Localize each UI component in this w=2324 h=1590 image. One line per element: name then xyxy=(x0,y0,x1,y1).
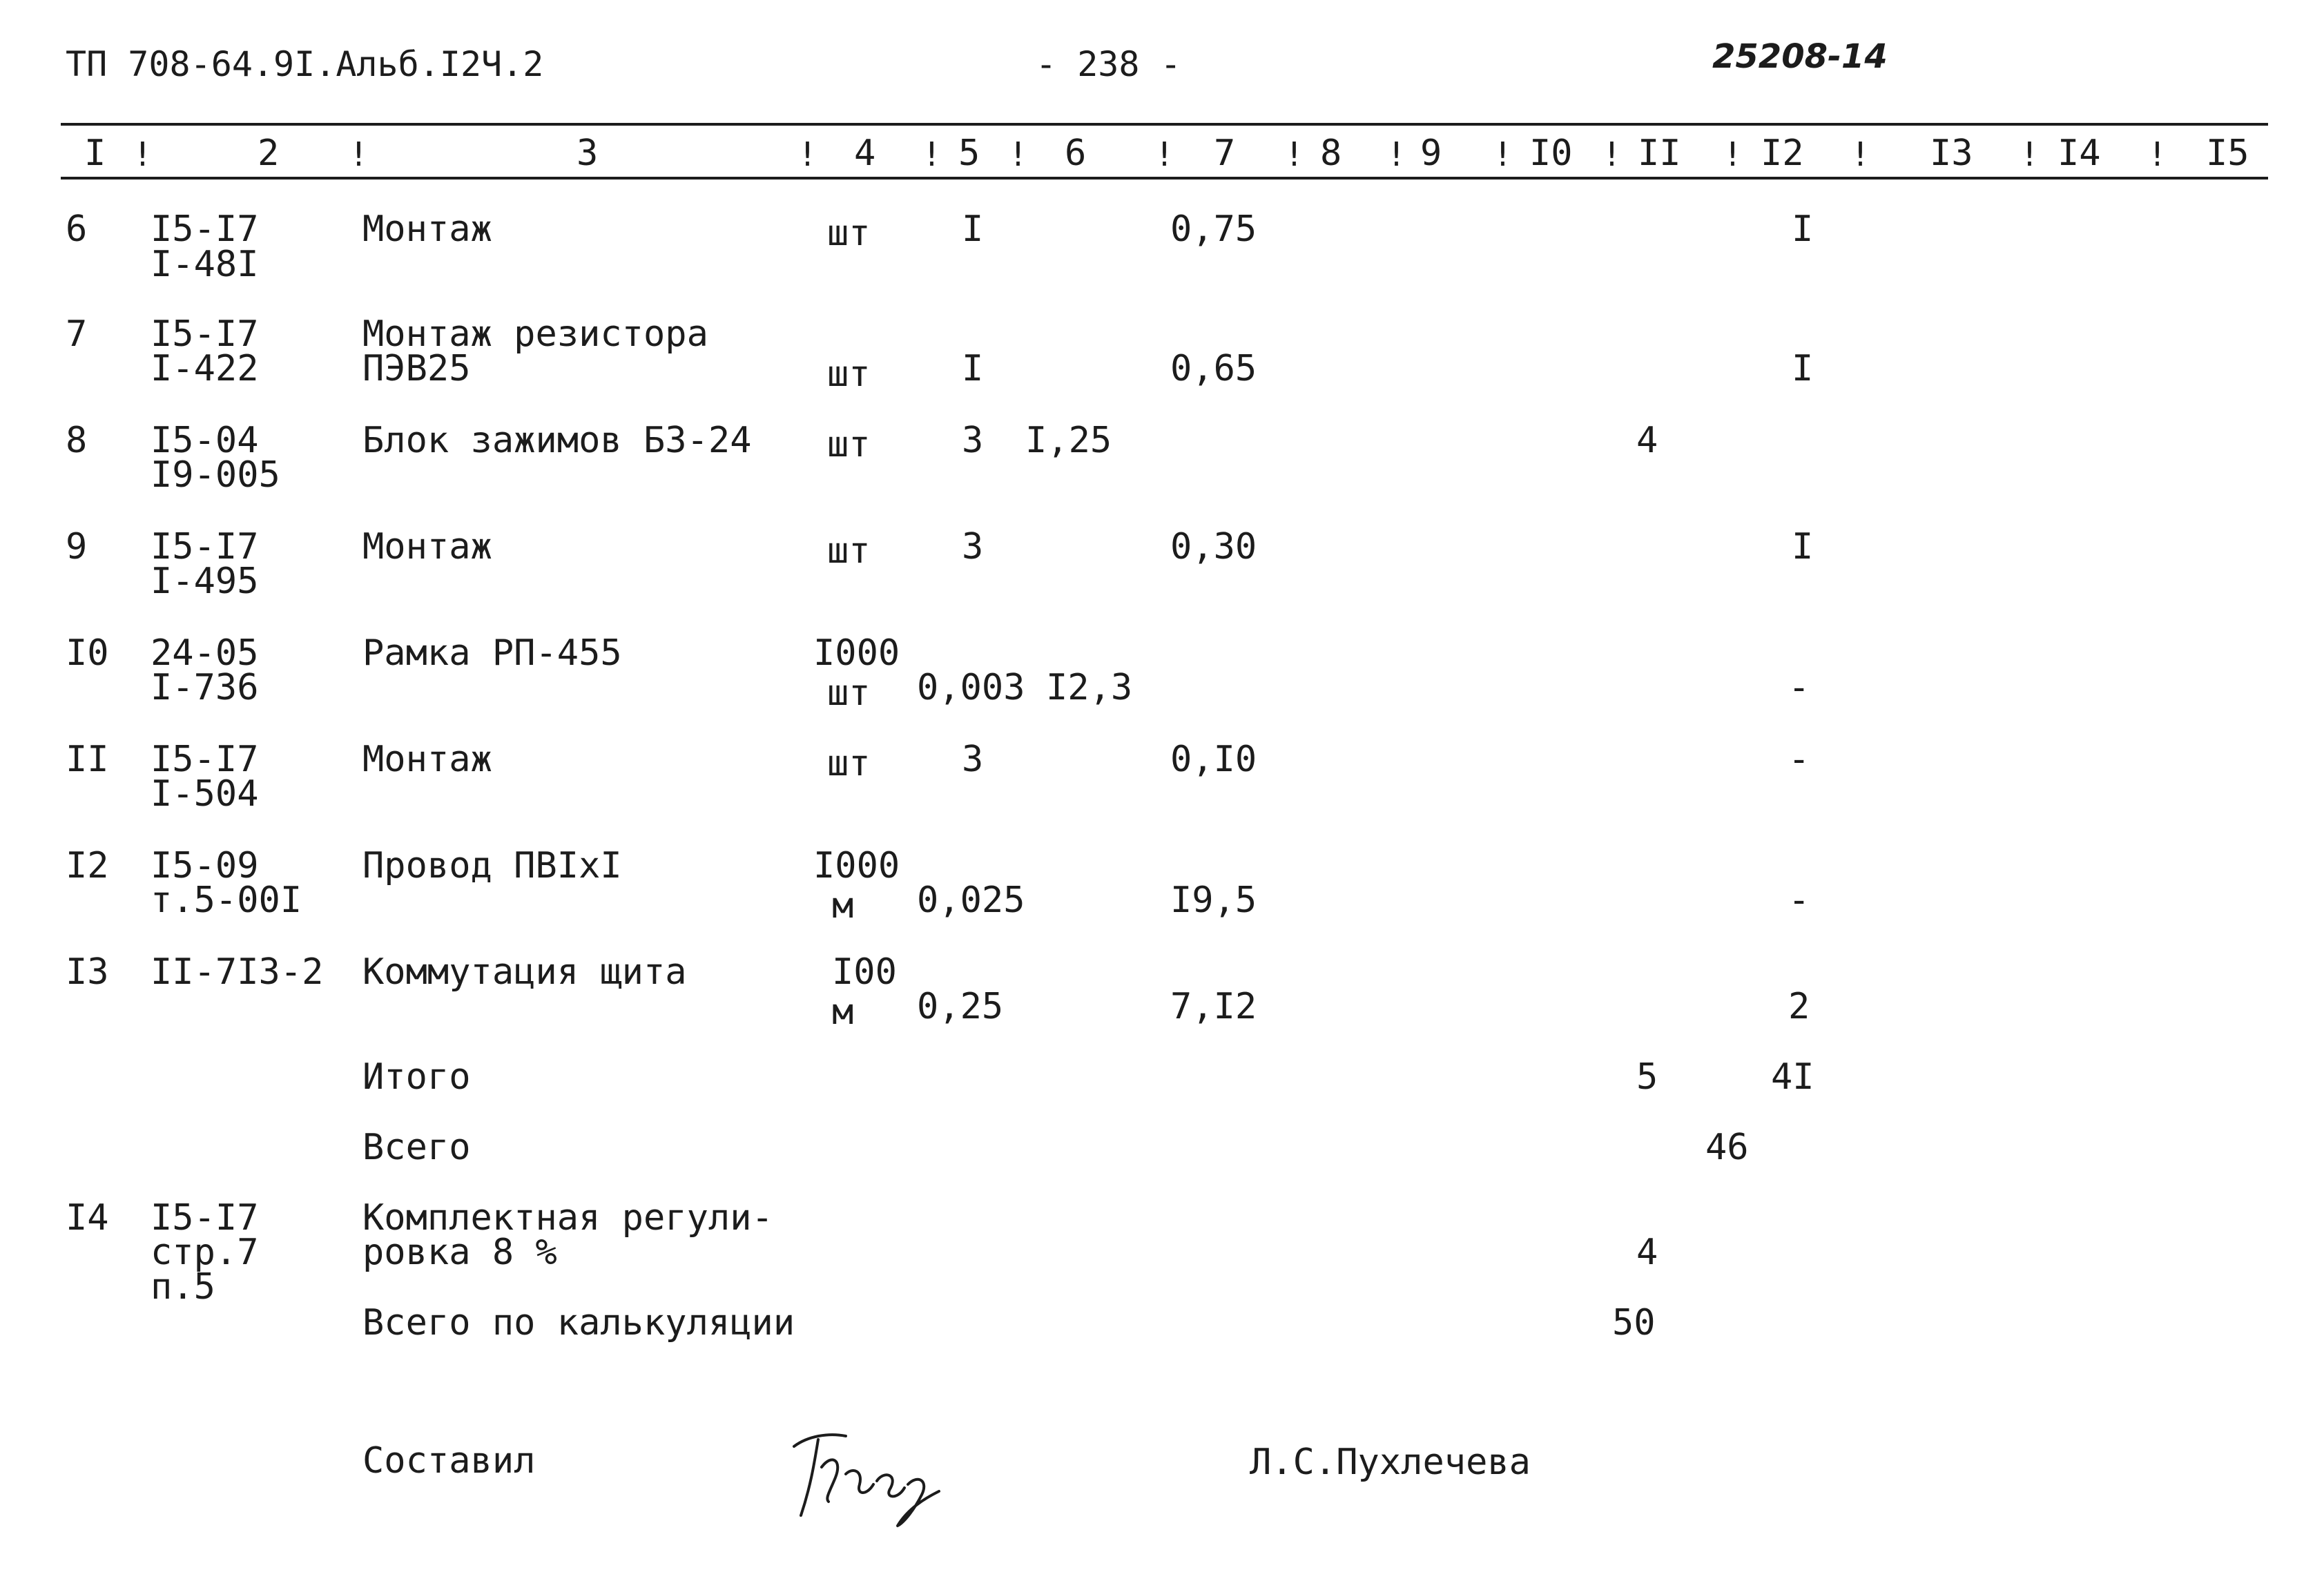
column-separator: ! xyxy=(2147,135,2167,174)
work-name: Монтаж xyxy=(362,739,492,780)
total-value: 46 xyxy=(1705,1127,1749,1168)
col-header: I0 xyxy=(1529,133,1573,174)
norm-code: т.5-00I xyxy=(151,880,302,921)
col7-value: 0,30 xyxy=(1170,526,1257,568)
norm-code: I5-09 xyxy=(151,845,259,886)
col12-value: 4I xyxy=(1771,1056,1814,1098)
unit: I00 xyxy=(832,951,897,993)
norm-code: 24-05 xyxy=(151,632,259,674)
header-bottom-rule xyxy=(61,177,2268,180)
subtotal-label: Итого xyxy=(362,1056,471,1098)
col7-value: 0,I0 xyxy=(1170,739,1257,780)
norm-code: II-7I3-2 xyxy=(151,951,324,993)
col6-value: I2,3 xyxy=(1046,667,1133,708)
norm-code: I5-04 xyxy=(151,420,259,461)
column-separator: ! xyxy=(1008,135,1028,174)
quantity: 3 xyxy=(962,420,984,461)
norm-code: I5-I7 xyxy=(151,1197,259,1239)
column-separator: ! xyxy=(1386,135,1406,174)
unit: шт xyxy=(827,424,871,465)
col-header: 6 xyxy=(1065,133,1087,174)
quantity: I xyxy=(962,348,984,389)
norm-code: стр.7 xyxy=(151,1232,259,1273)
column-separator: ! xyxy=(1602,135,1622,174)
row-number: I2 xyxy=(66,845,109,886)
column-separator: ! xyxy=(922,135,942,174)
col12-value: 2 xyxy=(1788,986,1810,1027)
work-name: Монтаж xyxy=(362,526,492,568)
work-name: Монтаж резистора xyxy=(362,313,708,355)
column-separator: ! xyxy=(133,135,153,174)
work-name: Монтаж xyxy=(362,209,492,250)
work-name: ровка 8 % xyxy=(362,1232,557,1273)
col11-value: 4 xyxy=(1636,420,1658,461)
norm-code: I-736 xyxy=(151,667,259,708)
col-header: 4 xyxy=(854,133,876,174)
col12-value: I xyxy=(1792,526,1814,568)
col-header: I5 xyxy=(2206,133,2249,174)
col-header: 5 xyxy=(958,133,980,174)
col12-value: I xyxy=(1792,348,1814,389)
quantity: 3 xyxy=(962,739,984,780)
total-label: Всего xyxy=(362,1127,471,1168)
row-number: I0 xyxy=(66,632,109,674)
col-header: I xyxy=(84,133,106,174)
norm-code: I-422 xyxy=(151,348,259,389)
col-header: 2 xyxy=(258,133,280,174)
unit: I000 xyxy=(813,632,900,674)
col11-value: 4 xyxy=(1636,1232,1658,1273)
row-number: I4 xyxy=(66,1197,109,1239)
author-name: Л.С.Пухлечева xyxy=(1250,1442,1531,1483)
work-name: Провод ПВIxI xyxy=(362,845,622,886)
work-name: Блок зажимов БЗ-24 xyxy=(362,420,752,461)
col7-value: 7,I2 xyxy=(1170,986,1257,1027)
col-header: 9 xyxy=(1420,133,1442,174)
quantity: 0,25 xyxy=(917,986,1004,1027)
quantity: 0,003 xyxy=(917,667,1025,708)
column-separator: ! xyxy=(797,135,817,174)
unit: шт xyxy=(827,672,871,714)
col12-value: - xyxy=(1788,739,1810,780)
work-name: Рамка РП-455 xyxy=(362,632,622,674)
signature xyxy=(780,1419,960,1529)
col11-value: 5 xyxy=(1636,1056,1658,1098)
norm-code: I5-I7 xyxy=(151,209,259,250)
unit: I000 xyxy=(813,845,900,886)
col-header: 3 xyxy=(577,133,599,174)
col12-value: - xyxy=(1788,880,1810,921)
norm-code: I-504 xyxy=(151,773,259,815)
norm-code: I5-I7 xyxy=(151,526,259,568)
col7-value: I9,5 xyxy=(1170,880,1257,921)
document-code: ТП 708-64.9I.Альб.I2Ч.2 xyxy=(66,44,544,84)
column-separator: ! xyxy=(349,135,369,174)
unit: шт xyxy=(827,530,871,572)
column-separator: ! xyxy=(1284,135,1304,174)
work-name: Коммутация щита xyxy=(362,951,687,993)
column-separator: ! xyxy=(1493,135,1513,174)
column-separator: ! xyxy=(2020,135,2040,174)
col-header: I3 xyxy=(1930,133,1973,174)
unit: шт xyxy=(827,353,871,395)
col7-value: 0,65 xyxy=(1170,348,1257,389)
col-header: I2 xyxy=(1761,133,1804,174)
row-number: 7 xyxy=(66,313,88,355)
col7-value: 0,75 xyxy=(1170,209,1257,250)
quantity: 3 xyxy=(962,526,984,568)
row-number: 8 xyxy=(66,420,88,461)
col12-value: - xyxy=(1788,667,1810,708)
norm-code: I5-I7 xyxy=(151,739,259,780)
row-number: 9 xyxy=(66,526,88,568)
column-separator: ! xyxy=(1154,135,1174,174)
row-number: I3 xyxy=(66,951,109,993)
col-header: I4 xyxy=(2057,133,2101,174)
unit: м xyxy=(832,885,854,927)
inventory-number: 25208-14 xyxy=(1712,37,1888,76)
grand-total-label: Всего по калькуляции xyxy=(362,1302,795,1344)
row-number: 6 xyxy=(66,209,88,250)
col-header: II xyxy=(1638,133,1681,174)
quantity: 0,025 xyxy=(917,880,1025,921)
col-header: 7 xyxy=(1214,133,1236,174)
col-header: 8 xyxy=(1320,133,1342,174)
unit: м xyxy=(832,991,854,1033)
quantity: I xyxy=(962,209,984,250)
work-name: Комплектная регули- xyxy=(362,1197,773,1239)
composed-by-label: Составил xyxy=(362,1440,536,1482)
unit: шт xyxy=(827,743,871,784)
work-name: ПЭВ25 xyxy=(362,348,471,389)
page-number: - 238 - xyxy=(1036,44,1181,84)
grand-total-value: 50 xyxy=(1612,1302,1656,1344)
col6-value: I,25 xyxy=(1025,420,1112,461)
norm-code: I-495 xyxy=(151,561,259,602)
norm-code: I9-005 xyxy=(151,454,280,496)
col12-value: I xyxy=(1792,209,1814,250)
unit: шт xyxy=(827,213,871,254)
column-separator: ! xyxy=(1723,135,1743,174)
column-separator: ! xyxy=(1850,135,1870,174)
row-number: II xyxy=(66,739,109,780)
norm-code: I-48I xyxy=(151,244,259,285)
norm-code: I5-I7 xyxy=(151,313,259,355)
norm-code: п.5 xyxy=(151,1266,215,1308)
header-top-rule xyxy=(61,123,2268,126)
